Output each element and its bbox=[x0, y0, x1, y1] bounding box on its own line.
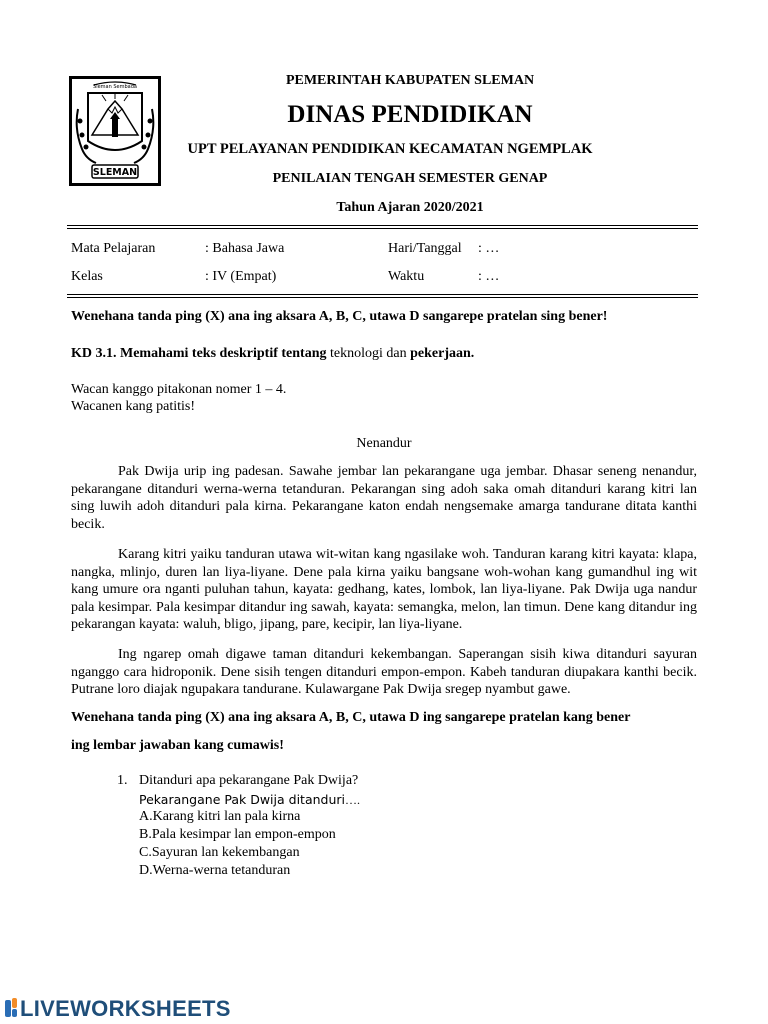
sleman-logo bbox=[69, 76, 161, 186]
kd-word-teknologi: teknologi bbox=[330, 346, 383, 361]
header-upt: UPT PELAYANAN PENDIDIKAN KECAMATAN NGEMPLAK bbox=[187, 141, 593, 157]
header-rule-top-2 bbox=[67, 228, 698, 229]
time-label: Waktu bbox=[388, 269, 425, 284]
answer-blank: …. bbox=[345, 793, 360, 807]
class-label: Kelas bbox=[71, 269, 103, 284]
class-value: : IV (Empat) bbox=[205, 269, 277, 284]
header-school-year: Tahun Ajaran 2020/2021 bbox=[336, 200, 484, 215]
time-value: : … bbox=[478, 269, 500, 284]
instruction-answer-1: Wenehana tanda ping (X) ana ing aksara A, B, C, utawa D ing sangarepe pratelan kang bener bbox=[71, 710, 631, 725]
reading-intro-1: Wacan kanggo pitakonan nomer 1 – 4. bbox=[71, 382, 287, 397]
kd-prefix: KD 3.1. Memahami teks deskriptif tentang bbox=[71, 346, 327, 361]
story-paragraph-1: Pak Dwija urip ing padesan. Sawahe jembar lan pekarangane uga jembar. Dhasar seneng nenandur, pekarangane ditanduri werna-werna tetanduran. Pekarangan sing adoh saka omah ditanduri karang kitri lan sing luwih adoh ditanduri pala kirna. Pekarangane katon endah nengsemake amarga tandurane ditata kanthi becik. bbox=[71, 464, 697, 532]
subject-value: : Bahasa Jawa bbox=[205, 241, 285, 256]
info-rule-bottom-2 bbox=[67, 297, 698, 298]
question-text: Ditanduri apa pekarangane Pak Dwija? bbox=[139, 773, 359, 788]
logo-motto: Sleman Sembada bbox=[93, 84, 137, 90]
liveworksheets-logo-icon bbox=[4, 997, 18, 1019]
reading-intro-2: Wacanen kang patitis! bbox=[71, 399, 196, 414]
option-b[interactable]: B.Pala kesimpar lan empon-empon bbox=[139, 827, 336, 842]
instruction-answer-2: ing lembar jawaban kang cumawis! bbox=[71, 738, 284, 753]
option-a[interactable]: A.Karang kitri lan pala kirna bbox=[139, 809, 301, 824]
header-government: PEMERINTAH KABUPATEN SLEMAN bbox=[285, 73, 535, 88]
kd-word-pekerjaan: pekerjaan. bbox=[410, 346, 475, 361]
liveworksheets-brand bbox=[4, 996, 231, 1022]
story-title: Nenandur bbox=[356, 436, 412, 451]
info-rule-bottom bbox=[67, 294, 698, 295]
option-c[interactable]: C.Sayuran lan kekembangan bbox=[139, 845, 300, 860]
question-number: 1. bbox=[117, 773, 128, 788]
logo-label: SLEMAN bbox=[92, 167, 138, 178]
answer-prompt bbox=[139, 792, 360, 809]
story-paragraph-3: Ing ngarep omah digawe taman ditanduri kekembangan. Saperangan sisih kiwa ditanduri sayuran nganggo cara hidroponik. Dene sisih tengen ditanduri empon-empon. Kabeh tanduran diupakara kanthi becik. Putrane loro diajak ngupakara tandurane. Kulawargane Pak Dwija sregep nyambut gawe. bbox=[71, 647, 697, 697]
instruction-main: Wenehana tanda ping (X) ana ing aksara A, B, C, utawa D sangarepe pratelan sing bener! bbox=[71, 309, 608, 324]
option-d[interactable]: D.Werna-werna tetanduran bbox=[139, 863, 291, 878]
subject-label: Mata Pelajaran bbox=[71, 241, 156, 256]
brand-name: LIVEWORKSHEETS bbox=[20, 996, 231, 1021]
basic-competency bbox=[71, 346, 697, 362]
kd-word-dan: dan bbox=[386, 346, 407, 361]
header-rule-top bbox=[67, 225, 698, 226]
day-value: : … bbox=[478, 241, 500, 256]
header-assessment: PENILAIAN TENGAH SEMESTER GENAP bbox=[272, 171, 548, 186]
day-label: Hari/Tanggal bbox=[388, 241, 462, 256]
story-paragraph-2: Karang kitri yaiku tanduran utawa wit-witan kang ngasilake woh. Tanduran karang kitri kayata: klapa, nangka, mlinjo, duren lan liya-liyane. Dene pala kirna yaiku bangsane woh-wohan kang gumandhul ing wit kang umure ora nganti puluhan tahun, kayata: gedhang, kates, lombok, lan liya-liyane. Pak Dwija uga nandur pala kesimpar. Pala kesimpar ditandur ing sawah, kayata: semangka, melon, lan timun. Dene kang ditandur ing pekarangan kayata: waluh, bligo, jipang, pare, kecipir, lan liya-liyane. bbox=[71, 547, 697, 632]
answer-prompt-text: Pekarangane Pak Dwija ditanduri bbox=[139, 792, 345, 807]
sleman-emblem-icon bbox=[72, 79, 158, 183]
header-department: DINAS PENDIDIKAN bbox=[287, 101, 533, 128]
